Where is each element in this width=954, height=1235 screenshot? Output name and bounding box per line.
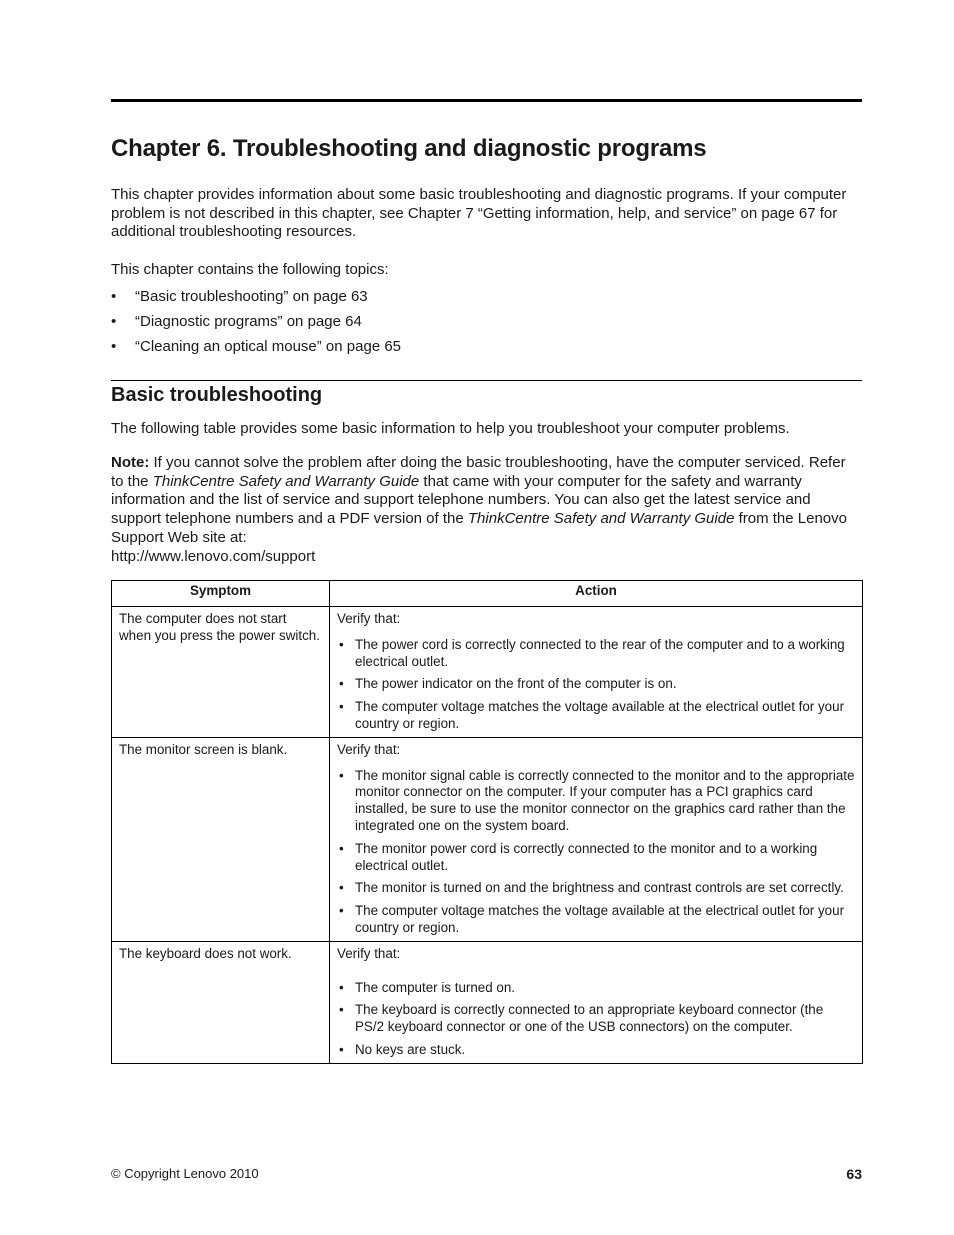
troubleshooting-table [111,580,863,1064]
symptom-cell: The monitor screen is blank. [112,737,330,941]
action-item [337,637,855,671]
action-text: The monitor is turned on and the brightness and contrast controls are set correctly. [355,880,844,896]
guide-title-1: ThinkCentre Safety and Warranty Guide [152,472,420,490]
action-item [337,880,855,897]
note-label: Note: [111,454,150,471]
section-title: Basic troubleshooting [111,384,323,406]
topic-link[interactable]: “Basic troubleshooting” on page 63 [135,288,368,305]
guide-title-2: ThinkCentre Safety and Warranty Guide [467,510,735,528]
action-cell [330,941,863,1063]
topic-link[interactable]: “Cleaning an optical mouse” on page 65 [135,338,402,355]
action-item [337,699,855,733]
action-item [337,1002,855,1036]
symptom-cell: The computer does not start when you press the power switch. [112,607,330,738]
section-intro: The following table provides some basic information to help you troubleshoot your computer problems. [111,420,790,437]
bullet: • [111,288,117,305]
bullet: • [339,903,344,919]
note-text-3: from the Lenovo Support Web site at: [111,510,847,546]
action-list [337,980,855,1059]
bullet: • [339,1041,344,1057]
topics-intro: This chapter contains the following topics: [111,261,389,278]
action-item [337,768,855,835]
symptom-cell: The keyboard does not work. [112,941,330,1063]
action-header: Action [330,581,863,607]
action-text: The power indicator on the front of the computer is on. [355,676,677,692]
note-text-1: If you cannot solve the problem after doing the basic troubleshooting, have the computer serviced. Refer to the [111,454,846,490]
table-row [112,737,863,941]
action-item [337,1042,855,1059]
action-text: The computer voltage matches the voltage available at the electrical outlet for your country or region. [355,903,845,935]
topic-link[interactable]: “Diagnostic programs” on page 64 [135,313,362,330]
chapter-top-rule [111,99,862,102]
bullet: • [339,1002,344,1018]
section-rule [111,380,862,381]
copyright-notice: © Copyright Lenovo 2010 [111,1166,259,1181]
topics-list [111,288,862,363]
verify-label: Verify that: [337,611,401,626]
action-cell [330,737,863,941]
support-url[interactable]: http://www.lenovo.com/support [111,547,316,565]
bullet: • [339,676,344,692]
intro-paragraph: This chapter provides information about some basic troubleshooting and diagnostic programs. If your computer problem is not described in this chapter, see Chapter 7 “Getting information, help, and service” on page 67 for additional troubleshooting resources. [111,186,847,241]
action-item [337,903,855,937]
action-text: The monitor power cord is correctly connected to the monitor and to a working electrical outlet. [355,840,818,873]
bullet: • [111,338,117,355]
bullet: • [339,636,344,652]
bullet: • [339,767,344,783]
bullet: • [339,699,344,715]
topic-item[interactable] [111,288,862,313]
action-item [337,841,855,875]
table-header-row [112,581,863,607]
verify-label: Verify that: [337,741,401,757]
action-item [337,676,855,693]
action-text: The monitor signal cable is correctly connected to the monitor and to the appropriate monitor connector on the computer. If your computer has a PCI graphics card installed, be sure to use the monitor connector on the graphics card rather than the integrated one on the system board. [355,767,855,833]
verify-label: Verify that: [337,945,401,961]
action-text: The computer voltage matches the voltage available at the electrical outlet for your country or region. [355,699,845,731]
action-text: No keys are stuck. [355,1041,466,1057]
action-cell [330,607,863,738]
action-text: The keyboard is correctly connected to an appropriate keyboard connector (the PS/2 keyboard connector or one of the USB connectors) on the computer. [355,1002,824,1035]
page-number: 63 [846,1166,862,1182]
bullet: • [339,880,344,896]
table-row [112,941,863,1063]
topic-item[interactable] [111,338,862,363]
bullet: • [339,840,344,856]
symptom-header: Symptom [112,581,330,607]
action-list [337,637,855,733]
topic-item[interactable] [111,313,862,338]
bullet: • [339,979,344,995]
note-paragraph [111,454,862,566]
action-text: The computer is turned on. [355,979,516,995]
bullet: • [111,313,117,330]
table-row [112,607,863,738]
chapter-title: Chapter 6. Troubleshooting and diagnostic programs [111,135,707,162]
action-list [337,768,855,937]
note-text-2: that came with your computer for the safety and warranty information and the list of service and support telephone numbers. You can also get the latest service and support telephone numbers and a PDF version of the [111,472,811,528]
action-item [337,980,855,997]
action-text: The power cord is correctly connected to the rear of the computer and to a working electrical outlet. [355,636,845,669]
